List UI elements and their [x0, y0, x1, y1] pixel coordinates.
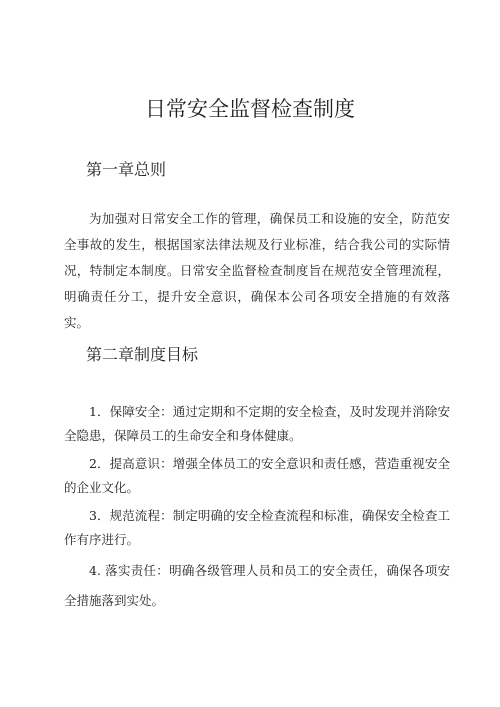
goal-item-4: 4. 落实责任：明确各级管理人员和员工的安全责任，确保各项安全措施落到实处。: [64, 563, 450, 608]
document-title: 日常安全监督检查制度: [145, 97, 355, 121]
chapter-1-paragraph: 为加强对日常安全工作的管理，确保员工和设施的安全，防范安全事故的发生，根据国家法律法规及行业标准，结合我公司的实际情况，特制定本制度。日常安全监督检查制度旨在规范安全管理流程，明确责任分工，提升安全意识，确保本公司各项安全措施的有效落实。: [64, 211, 450, 330]
chapter-1-heading: 第一章总则: [86, 160, 167, 179]
goal-item-2: 2．提高意识：增强全体员工的安全意识和责任感，营造重视安全的企业文化。: [64, 456, 450, 495]
goal-item-3: 3．规范流程：制定明确的安全检查流程和标准，确保安全检查工作有序进行。: [64, 508, 450, 547]
goal-item-1: 1．保障安全：通过定期和不定期的安全检查，及时发现并消除安全隐患，保障员工的生命安全和身体健康。: [64, 404, 450, 443]
chapter-2-heading: 第二章制度目标: [86, 345, 199, 364]
